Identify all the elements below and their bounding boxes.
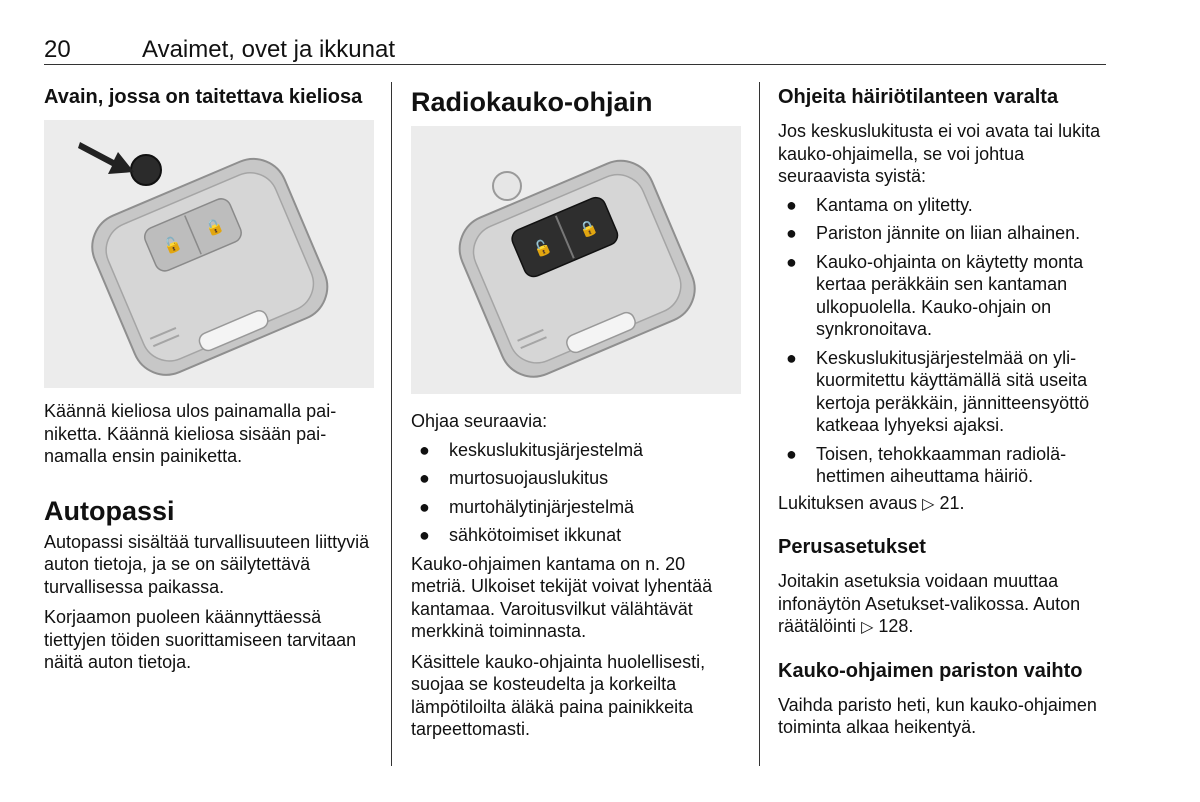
list-item: ● murtosuojauslukitus	[419, 468, 609, 488]
cross-reference[interactable]: Lukituksen avaus ▷ 21.	[778, 492, 965, 513]
section-heading: Avain, jossa on taitettava kieliosa	[44, 86, 363, 108]
paragraph: Käsittele kauko-ohjainta huolellisesti, suojaa se kosteudelta ja korkeilta lämpötiloilta äläkä paina painikkeita tarpeettomasti.	[411, 651, 706, 739]
list-item: ● Pariston jännite on liian alhainen.	[786, 223, 1081, 243]
page-header	[44, 34, 1106, 65]
paragraph: Kauko-ohjaimen kantama on n. 20 metriä. Ulkoiset tekijät voivat lyhentää kantamaa. Varoitusvilkut välähtävät merkkinä toiminnasta.	[411, 553, 713, 641]
column-left	[44, 82, 378, 674]
folding-key-illustration	[44, 120, 374, 388]
intro-text: Ohjaa seuraavia:	[411, 411, 548, 431]
svg-text:🔓: 🔓	[160, 233, 185, 257]
controlled-systems-list	[411, 439, 741, 547]
list-item: ● Kauko-ohjainta on käytetty monta kertaa peräkkäin sen kantaman ulkopuolella. Kauko-ohjain on synkronoitava.	[786, 251, 1084, 339]
chapter-title: Avaimet, ovet ja ikkunat	[142, 36, 396, 63]
list-item: ● Toisen, tehokkaamman radiolähettimen aiheuttama häiriö.	[786, 443, 1067, 486]
paragraph: Jos keskuslukitusta ei voi avata tai lukita kauko-ohjaimella, se voi johtua seuraavista syistä:	[778, 121, 1101, 186]
paragraph: Vaihda paristo heti, kun kauko-ohjaimen toiminta alkaa heikentyä.	[778, 694, 1097, 737]
svg-text:🔒: 🔒	[576, 217, 601, 241]
paragraph: Joitakin asetuksia voidaan muuttaa infonäytön Asetukset-valikossa. Auton räätälöinti ▷ 128.	[778, 571, 1081, 636]
list-item: ● Kantama on ylitetty.	[786, 194, 973, 215]
section-heading: Ohjeita häiriötilanteen varalta	[778, 86, 1059, 108]
section-title-radio-remote: Radiokauko-ohjain	[411, 87, 653, 117]
cross-reference[interactable]: 128.	[878, 616, 914, 636]
fault-causes-list	[778, 194, 1108, 488]
list-item: ● murtohälytinjärjestelmä	[419, 496, 635, 517]
section-heading: Kauko-ohjaimen pariston vaihto	[778, 659, 1083, 682]
section-heading: Perusasetukset	[778, 536, 926, 558]
key-caption: Käännä kieliosa ulos painamalla painiketta. Käännä kieliosa sisään painamalla ensin painiketta.	[44, 401, 337, 466]
remote-control-illustration	[411, 126, 741, 394]
list-item: ● keskuslukitusjärjestelmä	[419, 439, 644, 460]
paragraph: Korjaamon puoleen käännyttäessä tiettyjen töiden suorittamiseen tarvitaan näitä auton tietoja.	[44, 607, 357, 672]
reference-arrow-icon: ▷	[922, 495, 935, 513]
column-middle	[411, 82, 741, 741]
svg-text:🔓: 🔓	[530, 236, 555, 260]
page-number: 20	[44, 36, 71, 63]
svg-text:🔒: 🔒	[202, 215, 227, 239]
list-item: ● Keskuslukitusjärjestelmää on ylikuormitettu käyttämällä sitä useita kertoja peräkkäin, jännitteensyöttö katkeaa lyhyeksi ajaksi.	[786, 347, 1090, 435]
reference-arrow-icon: ▷	[861, 619, 874, 636]
paragraph: Autopassi sisältää turvallisuuteen liittyviä auton tietoja, ja se on säilytettävä turvallisessa paikassa.	[44, 531, 370, 597]
column-divider	[759, 82, 760, 766]
list-item: ● sähkötoimiset ikkunat	[419, 525, 622, 545]
column-divider	[391, 82, 392, 766]
column-right	[778, 82, 1108, 739]
section-title-autopassi: Autopassi	[44, 495, 175, 526]
